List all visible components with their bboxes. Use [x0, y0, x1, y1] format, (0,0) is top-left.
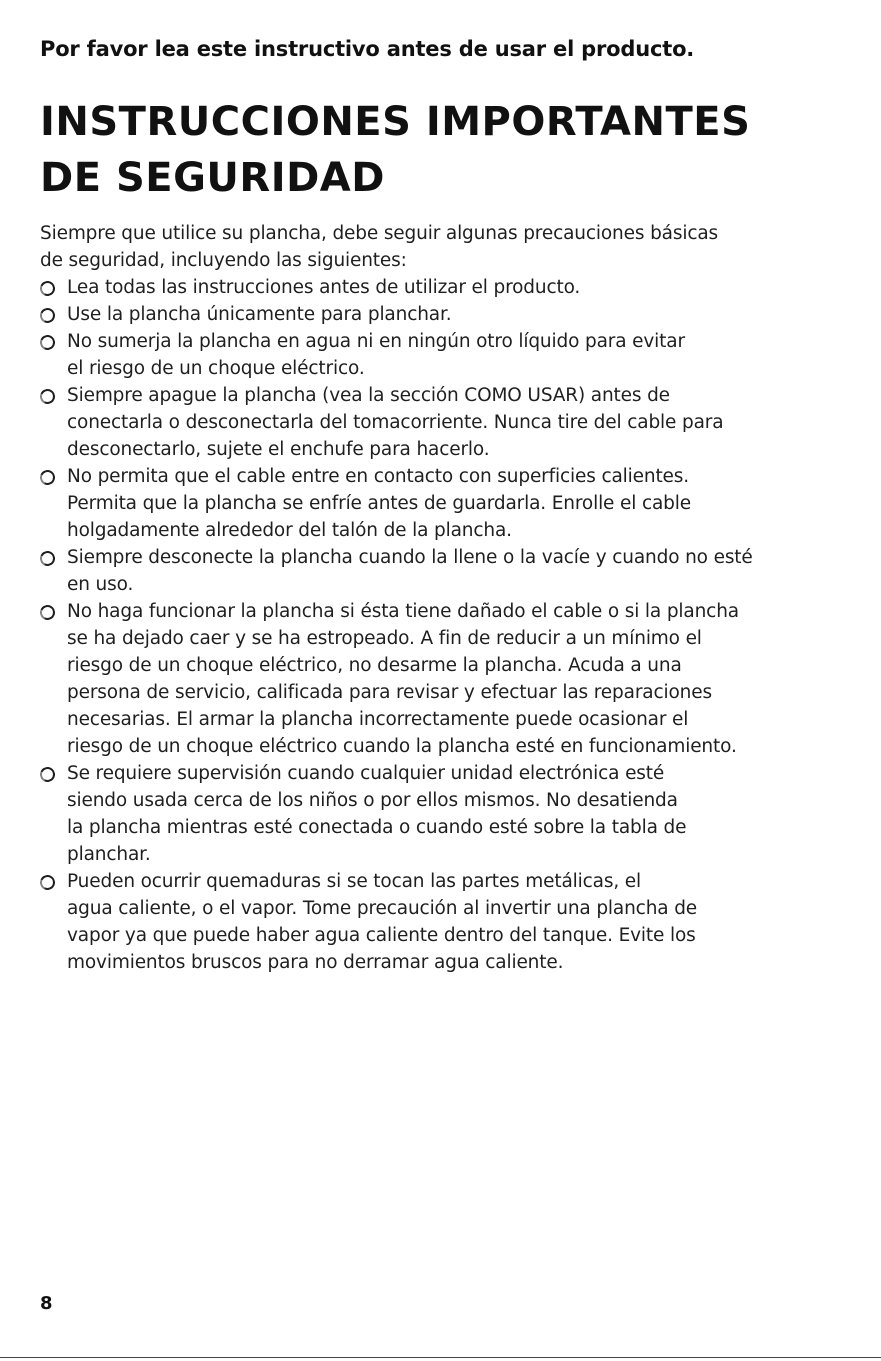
safety-item-text: vapor ya que puede haber agua caliente dentro del tanque. Evite los: [67, 925, 696, 946]
safety-item-text: riesgo de un choque eléctrico, no desarme la plancha. Acuda a una: [67, 655, 682, 676]
safety-item-text: el riesgo de un choque eléctrico.: [67, 358, 365, 379]
safety-list: [40, 274, 860, 976]
safety-item-text: Siempre apague la plancha (vea la sección COMO USAR) antes de: [67, 385, 670, 406]
safety-item-text: en uso.: [67, 574, 134, 595]
read-first-notice: Por favor lea este instructivo antes de usar el producto.: [40, 37, 695, 61]
safety-item-text: Permita que la plancha se enfríe antes de guardarla. Enrolle el cable: [67, 493, 691, 514]
safety-item: [40, 463, 860, 544]
safety-item: [40, 301, 860, 328]
circle-bullet-icon: [38, 333, 57, 352]
safety-item-text: Lea todas las instrucciones antes de utilizar el producto.: [67, 277, 581, 298]
circle-bullet-icon: [38, 306, 57, 325]
safety-item: [40, 868, 860, 976]
safety-item-text: No sumerja la plancha en agua ni en ningún otro líquido para evitar: [67, 331, 685, 352]
safety-item-text: se ha dejado caer y se ha estropeado. A fin de reducir a un mínimo el: [67, 628, 702, 649]
circle-bullet-icon: [38, 549, 57, 568]
safety-item-text: movimientos bruscos para no derramar agua caliente.: [67, 952, 564, 973]
page-number: 8: [40, 1293, 53, 1314]
page-title-line-2: DE SEGURIDAD: [40, 155, 385, 201]
intro-paragraph: [40, 220, 860, 274]
circle-bullet-icon: [38, 873, 57, 892]
safety-item-text: persona de servicio, calificada para revisar y efectuar las reparaciones: [67, 682, 712, 703]
intro-line: Siempre que utilice su plancha, debe seguir algunas precauciones básicas: [40, 223, 719, 244]
safety-item-text: desconectarlo, sujete el enchufe para hacerlo.: [67, 439, 490, 460]
safety-item: [40, 328, 860, 382]
safety-item-text: riesgo de un choque eléctrico cuando la plancha esté en funcionamiento.: [67, 736, 737, 757]
circle-bullet-icon: [38, 387, 57, 406]
safety-item-text: siendo usada cerca de los niños o por ellos mismos. No desatienda: [67, 790, 678, 811]
safety-item-text: No haga funcionar la plancha si ésta tiene dañado el cable o si la plancha: [67, 601, 739, 622]
safety-item-text: agua caliente, o el vapor. Tome precaución al invertir una plancha de: [67, 898, 698, 919]
safety-item-text: No permita que el cable entre en contacto con superficies calientes.: [67, 466, 690, 487]
safety-item: [40, 760, 860, 868]
circle-bullet-icon: [38, 468, 57, 487]
safety-item-text: necesarias. El armar la plancha incorrectamente puede ocasionar el: [67, 709, 689, 730]
safety-item: [40, 382, 860, 463]
safety-instructions: [40, 220, 860, 976]
safety-item-text: Siempre desconecte la plancha cuando la llene o la vacíe y cuando no esté: [67, 547, 753, 568]
safety-item-text: holgadamente alrededor del talón de la plancha.: [67, 520, 512, 541]
bottom-rule: [0, 1357, 881, 1358]
safety-item-text: conectarla o desconectarla del tomacorriente. Nunca tire del cable para: [67, 412, 724, 433]
safety-item-text: planchar.: [67, 844, 151, 865]
intro-line: de seguridad, incluyendo las siguientes:: [40, 250, 407, 271]
page-title-line-1: INSTRUCCIONES IMPORTANTES: [40, 99, 751, 145]
safety-item: [40, 544, 860, 598]
safety-item: [40, 274, 860, 301]
page-title: [40, 94, 750, 206]
safety-item-text: Use la plancha únicamente para planchar.: [67, 304, 452, 325]
safety-item-text: Pueden ocurrir quemaduras si se tocan las partes metálicas, el: [67, 871, 642, 892]
circle-bullet-icon: [38, 765, 57, 784]
circle-bullet-icon: [38, 603, 57, 622]
safety-item-text: Se requiere supervisión cuando cualquier unidad electrónica esté: [67, 763, 665, 784]
safety-item-text: la plancha mientras esté conectada o cuando esté sobre la tabla de: [67, 817, 687, 838]
safety-item: [40, 598, 860, 760]
circle-bullet-icon: [38, 279, 57, 298]
